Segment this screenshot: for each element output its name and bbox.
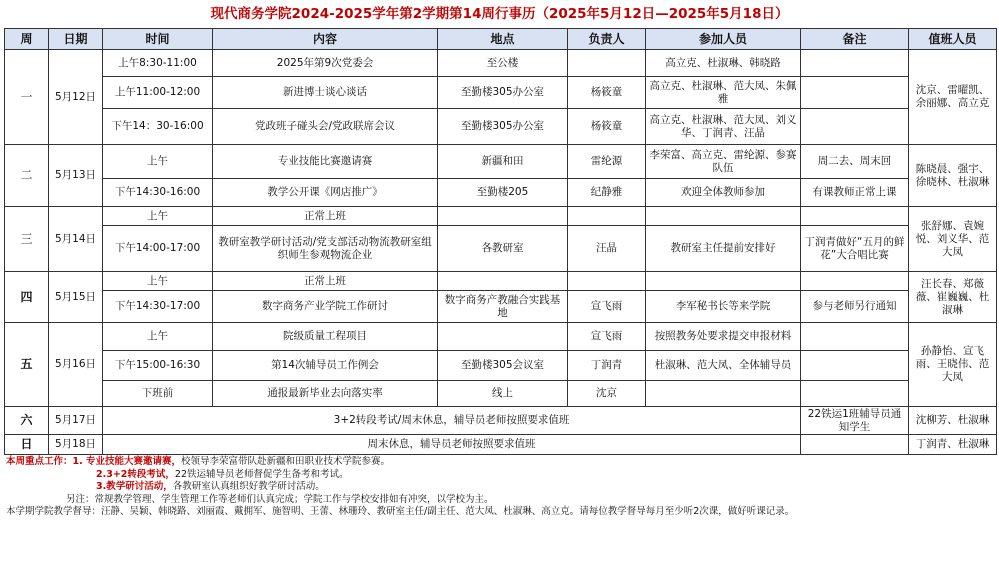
lead-cell: 丁润青 bbox=[568, 351, 646, 381]
header-row bbox=[5, 29, 997, 50]
time-cell: 上午8:30-11:00 bbox=[103, 50, 213, 77]
note-cell bbox=[801, 207, 909, 226]
week-cell: 四 bbox=[5, 272, 49, 323]
place-cell: 至勤楼305办公室 bbox=[438, 77, 568, 109]
content-cell: 专业技能比赛邀请赛 bbox=[213, 145, 438, 179]
week-cell: 三 bbox=[5, 207, 49, 272]
header-people: 参加人员 bbox=[646, 29, 801, 50]
header-lead: 负责人 bbox=[568, 29, 646, 50]
focus-item-3-title: 3.教学研讨活动， bbox=[96, 481, 173, 492]
table-row bbox=[5, 77, 997, 109]
schedule-table bbox=[4, 28, 997, 455]
date-cell: 5月14日 bbox=[49, 207, 103, 272]
place-cell bbox=[438, 323, 568, 351]
place-cell: 各教研室 bbox=[438, 226, 568, 272]
people-cell bbox=[646, 381, 801, 407]
duty-cell: 沈柳芳、杜淑琳 bbox=[909, 407, 997, 435]
duty-cell: 孙静怡、宣飞雨、王晓伟、范大凤 bbox=[909, 323, 997, 407]
people-cell: 高立克、杜淑琳、韩晓路 bbox=[646, 50, 801, 77]
lead-cell: 杨筱童 bbox=[568, 77, 646, 109]
note-cell bbox=[801, 323, 909, 351]
note-cell bbox=[801, 109, 909, 145]
date-cell: 5月15日 bbox=[49, 272, 103, 323]
table-row bbox=[5, 407, 997, 435]
focus-item-3-text: 各教研室认真组织好教学研讨活动。 bbox=[172, 481, 325, 492]
duty-cell: 汪长春、郑薇薇、崔巍巍、杜淑琳 bbox=[909, 272, 997, 323]
duty-cell: 丁润青、杜淑琳 bbox=[909, 435, 997, 455]
time-cell: 上午11:00-12:00 bbox=[103, 77, 213, 109]
header-note: 备注 bbox=[801, 29, 909, 50]
lead-cell bbox=[568, 272, 646, 291]
focus-item-2-title: 2.3+2转段考试， bbox=[96, 468, 175, 480]
note-cell bbox=[801, 272, 909, 291]
date-cell: 5月18日 bbox=[49, 435, 103, 455]
note-cell bbox=[801, 77, 909, 109]
place-cell: 至勤楼205 bbox=[438, 179, 568, 207]
note-cell: 丁润青做好“五月的鲜花”大合唱比赛 bbox=[801, 226, 909, 272]
header-time: 时间 bbox=[103, 29, 213, 50]
place-cell: 线上 bbox=[438, 381, 568, 407]
date-cell: 5月13日 bbox=[49, 145, 103, 207]
content-cell: 2025年第9次党委会 bbox=[213, 50, 438, 77]
note-cell: 参与老师另行通知 bbox=[801, 291, 909, 323]
place-cell bbox=[438, 272, 568, 291]
focus-line-3 bbox=[6, 481, 999, 494]
content-cell: 教研室教学研讨活动/党支部活动物流教研室组织师生参观物流企业 bbox=[213, 226, 438, 272]
note-cell: 22铁运1班辅导员通知学生 bbox=[801, 407, 909, 435]
place-cell: 数字商务产教融合实践基地 bbox=[438, 291, 568, 323]
lead-cell bbox=[568, 207, 646, 226]
header-duty: 值班人员 bbox=[909, 29, 997, 50]
table-row bbox=[5, 435, 997, 455]
people-cell: 杜淑琳、范大凤、全体辅导员 bbox=[646, 351, 801, 381]
people-cell bbox=[646, 272, 801, 291]
place-cell: 至公楼 bbox=[438, 50, 568, 77]
note-cell bbox=[801, 381, 909, 407]
time-cell: 上午 bbox=[103, 272, 213, 291]
focus-line-1 bbox=[6, 456, 999, 469]
header-place: 地点 bbox=[438, 29, 568, 50]
lead-cell bbox=[568, 50, 646, 77]
footer-notes bbox=[6, 456, 999, 519]
note-cell bbox=[801, 351, 909, 381]
time-cell: 下午14:30-17:00 bbox=[103, 291, 213, 323]
lead-cell: 宣飞雨 bbox=[568, 291, 646, 323]
note-cell: 周二去、周末回 bbox=[801, 145, 909, 179]
week-cell: 二 bbox=[5, 145, 49, 207]
table-row bbox=[5, 207, 997, 226]
people-cell: 高立克、杜淑琳、范大凤、朱佩雅 bbox=[646, 77, 801, 109]
people-cell: 高立克、杜淑琳、范大凤、刘义华、丁润青、汪晶 bbox=[646, 109, 801, 145]
people-cell bbox=[646, 207, 801, 226]
week-cell: 一 bbox=[5, 50, 49, 145]
header-week: 周 bbox=[5, 29, 49, 50]
content-cell: 第14次辅导员工作例会 bbox=[213, 351, 438, 381]
table-row bbox=[5, 323, 997, 351]
lead-cell: 宣飞雨 bbox=[568, 323, 646, 351]
date-cell: 5月12日 bbox=[49, 50, 103, 145]
table-row bbox=[5, 109, 997, 145]
content-cell: 教学公开课《网店推广》 bbox=[213, 179, 438, 207]
place-cell bbox=[438, 207, 568, 226]
header-date: 日期 bbox=[49, 29, 103, 50]
table-row bbox=[5, 351, 997, 381]
duty-cell: 陈晓晨、强宇、徐晓林、杜淑琳 bbox=[909, 145, 997, 207]
table-row bbox=[5, 145, 997, 179]
note-cell: 有课教师正常上课 bbox=[801, 179, 909, 207]
week-cell: 日 bbox=[5, 435, 49, 455]
lead-cell: 雷纶源 bbox=[568, 145, 646, 179]
note-cell bbox=[801, 435, 909, 455]
time-cell: 上午 bbox=[103, 145, 213, 179]
people-cell: 教研室主任提前安排好 bbox=[646, 226, 801, 272]
lead-cell: 沈京 bbox=[568, 381, 646, 407]
note-line: 另注：常规教学管理、学生管理工作等老师们认真完成；学院工作与学校安排如有冲突，以学校为主。 bbox=[66, 493, 494, 505]
week-cell: 六 bbox=[5, 407, 49, 435]
time-cell: 下午14：30-16:00 bbox=[103, 109, 213, 145]
place-cell: 至勤楼305办公室 bbox=[438, 109, 568, 145]
table-row bbox=[5, 50, 997, 77]
people-cell: 李军秘书长等来学院 bbox=[646, 291, 801, 323]
place-cell: 至勤楼305会议室 bbox=[438, 351, 568, 381]
time-cell: 上午 bbox=[103, 207, 213, 226]
content-cell: 通报最新毕业去向落实率 bbox=[213, 381, 438, 407]
content-cell: 周末休息，辅导员老师按照要求值班 bbox=[103, 435, 801, 455]
table-row bbox=[5, 291, 997, 323]
header-content: 内容 bbox=[213, 29, 438, 50]
focus-item-1-title: 1. 专业技能大赛邀请赛， bbox=[72, 456, 182, 467]
focus-label: 本周重点工作： bbox=[6, 456, 73, 467]
people-cell: 按照教务处要求提交申报材料 bbox=[646, 323, 801, 351]
focus-item-1-text: 校领导李荣富带队赴新疆和田职业技术学院参赛。 bbox=[181, 456, 391, 467]
content-cell: 3+2转段考试/周末休息，辅导员老师按照要求值班 bbox=[103, 407, 801, 435]
week-cell: 五 bbox=[5, 323, 49, 407]
time-cell: 上午 bbox=[103, 323, 213, 351]
people-cell: 欢迎全体教师参加 bbox=[646, 179, 801, 207]
supervisor-line: 本学期学院教学督导：汪静、吴颖、韩晓路、刘丽霞、戴拥军、施智明、王蕾、林珊玲、教研室主任/副主任、范大凤、杜淑琳、高立克。请每位教学督导每月至少听2次课，做好听课记录。 bbox=[6, 506, 795, 517]
time-cell: 下午15:00-16:30 bbox=[103, 351, 213, 381]
content-cell: 党政班子碰头会/党政联席会议 bbox=[213, 109, 438, 145]
lead-cell: 汪晶 bbox=[568, 226, 646, 272]
duty-cell: 沈京、雷曜凯、余丽娜、高立克 bbox=[909, 50, 997, 145]
date-cell: 5月16日 bbox=[49, 323, 103, 407]
page-title: 现代商务学院2024-2025学年第2学期第14周行事历（2025年5月12日—2025年5月18日） bbox=[210, 6, 789, 22]
focus-item-2-text: 22铁运辅导员老师督促学生备考和考试。 bbox=[174, 468, 349, 480]
duty-cell: 张舒娜、袁婉悦、刘义华、范大凤 bbox=[909, 207, 997, 272]
date-cell: 5月17日 bbox=[49, 407, 103, 435]
place-cell: 新疆和田 bbox=[438, 145, 568, 179]
content-cell: 院级质量工程项目 bbox=[213, 323, 438, 351]
content-cell: 正常上班 bbox=[213, 272, 438, 291]
content-cell: 数字商务产业学院工作研讨 bbox=[213, 291, 438, 323]
time-cell: 下午14:00-17:00 bbox=[103, 226, 213, 272]
content-cell: 正常上班 bbox=[213, 207, 438, 226]
content-cell: 新进博士谈心谈话 bbox=[213, 77, 438, 109]
focus-line-2 bbox=[6, 469, 999, 482]
people-cell: 李荣富、高立克、雷纶源、参赛队伍 bbox=[646, 145, 801, 179]
time-cell: 下午14:30-16:00 bbox=[103, 179, 213, 207]
table-row bbox=[5, 272, 997, 291]
lead-cell: 杨筱童 bbox=[568, 109, 646, 145]
lead-cell: 纪静雅 bbox=[568, 179, 646, 207]
table-row bbox=[5, 226, 997, 272]
note-cell bbox=[801, 50, 909, 77]
time-cell: 下班前 bbox=[103, 381, 213, 407]
table-row bbox=[5, 179, 997, 207]
table-row bbox=[5, 381, 997, 407]
